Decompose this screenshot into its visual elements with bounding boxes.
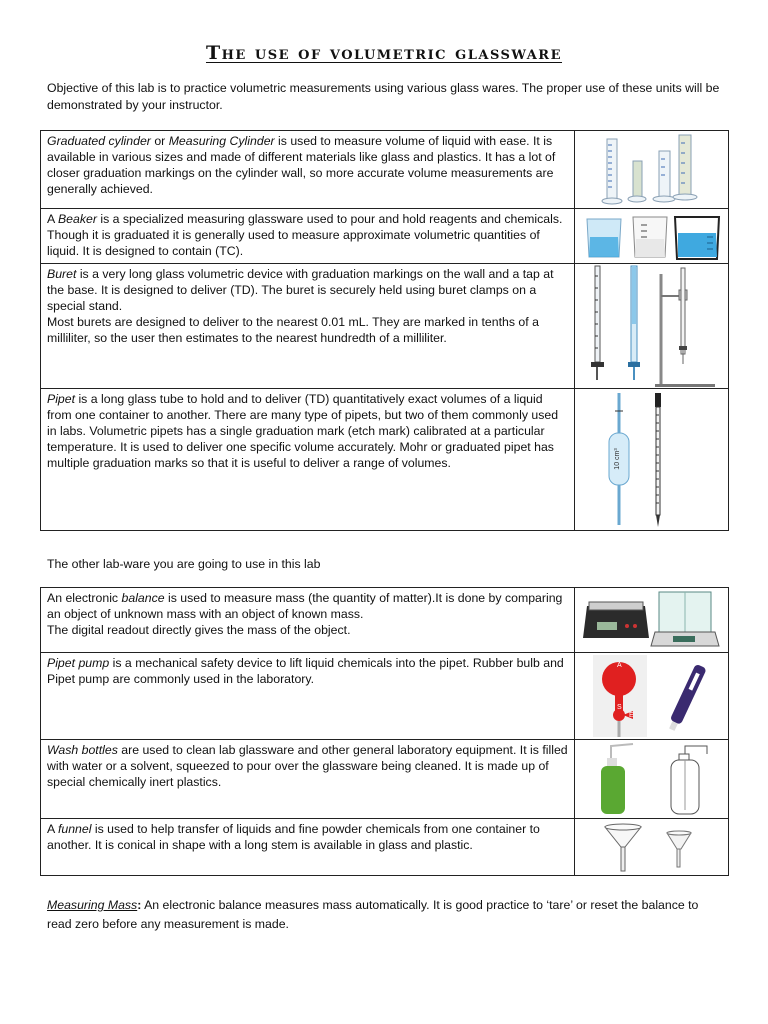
term-pipet: Pipet: [47, 392, 76, 406]
table-row-buret: [41, 264, 729, 389]
term-funnel: funnel: [57, 822, 92, 836]
graduated-cylinder-description: Graduated cylinder or Measuring Cylinder is used to measure volume of liquid with ease. It is available in various sizes and made of different materials like glass and plastics. It has a lot of closer graduation markings on the cylinder wall, so more accurate volume measurements are generally achieved.: [41, 131, 575, 209]
wash-bottles-image-cell: [575, 740, 729, 819]
measuring-mass-paragraph: Measuring Mass: An electronic balance measures mass automatically. It is good practice to ‘tare’ or reset the balance to read zero before any measurement is made.: [47, 898, 699, 931]
wash-bottles-image: [575, 740, 728, 818]
pipet-image-cell: [575, 389, 729, 531]
table-row-graduated-cylinder: [41, 131, 729, 209]
buret-description: Buret is a very long glass volumetric device with graduation markings on the wall and a tap at the base. It is designed to deliver (TD). The buret is securely held using buret clamps on a special stand. Most burets are designed to deliver to the nearest 0.01 mL. They are marked in tenths of a milliliter, so the user then estimates to the nearest hundredth of a milliliter.: [41, 264, 575, 389]
table-row-funnel: [41, 819, 729, 876]
term-measuring-cylinder: Measuring Cylinder: [168, 134, 275, 148]
beaker-image: [575, 209, 728, 263]
term-pipet-pump: Pipet pump: [47, 656, 110, 670]
graduated-cylinder-image-cell: [575, 131, 729, 209]
bulb-letter-e: E: [629, 712, 634, 719]
volumetric-pipet-label: 10 cm³: [614, 448, 621, 470]
table-row-wash-bottles: [41, 740, 729, 819]
pipet-pump-image: [575, 653, 728, 739]
pipet-image: [575, 389, 728, 530]
table-row-pipet-pump: [41, 653, 729, 740]
pipet-pump-description: Pipet pump is a mechanical safety device to lift liquid chemicals into the pipet. Rubber bulb and Pipet pump are commonly used in the laboratory.: [41, 653, 575, 740]
table-row-pipet: [41, 389, 729, 531]
buret-image: [575, 264, 728, 388]
glassware-table: [40, 130, 729, 531]
balance-image: [575, 588, 728, 652]
buret-precision-note: Most burets are designed to deliver to the nearest 0.01 mL. They are marked in tenths of a milliliter, so the user then estimates to the nearest hundredth of a milliliter.: [47, 315, 539, 345]
term-beaker: Beaker: [57, 212, 97, 226]
term-wash-bottles: Wash bottles: [47, 743, 118, 757]
table-row-beaker: [41, 209, 729, 264]
beaker-image-cell: [575, 209, 729, 264]
wash-bottles-description: Wash bottles are used to clean lab glassware and other general laboratory equipment. It is filled with water or a solvent, squeezed to pour over the glassware being cleaned. It is made up of special chemically inert plastics.: [41, 740, 575, 819]
balance-description: An electronic balance is used to measure mass (the quantity of matter).It is done by comparing an object of unknown mass with an object of known mass. The digital readout directly gives the mass of the object.: [41, 588, 575, 653]
pipet-pump-image-cell: [575, 653, 729, 740]
page-title: The use of volumetric glassware: [205, 42, 563, 64]
term-graduated-cylinder: Graduated cylinder: [47, 134, 151, 148]
funnel-image: [575, 819, 728, 875]
table-row-balance: [41, 588, 729, 653]
labware-table: [40, 587, 729, 876]
beaker-description: A Beaker is a specialized measuring glassware used to pour and hold reagents and chemicals. Though it is graduated it is generally used to measure approximate volumetric quantities of liquid. It is designed to contain (TC).: [41, 209, 575, 264]
term-buret: Buret: [47, 267, 77, 281]
bulb-letter-a: A: [617, 662, 622, 669]
pipet-description: Pipet is a long glass tube to hold and to deliver (TD) quantitatively exact volumes of a liquid from one container to another. There are many type of pipets, but two of them commonly used in labs. Volumetric pipets has a single graduation mark (etch mark) calibrated at a particular temperature. It is used to deliver one specific volume accurately. Mohr or graduated pipet has multiple graduation marks so that it is useful to deliver a range of volumes.: [41, 389, 575, 531]
funnel-description: A funnel is used to help transfer of liquids and fine powder chemicals from one container to another. It is conical in shape with a long stem is available in glass and plastic.: [41, 819, 575, 876]
bulb-letter-s: S: [617, 704, 622, 711]
other-labware-heading: The other lab-ware you are going to use in this lab: [47, 557, 321, 571]
balance-readout-note: The digital readout directly gives the mass of the object.: [47, 623, 351, 637]
objective-paragraph: Objective of this lab is to practice volumetric measurements using various glass wares. The proper use of these units will be demonstrated by your instructor.: [47, 81, 720, 112]
balance-image-cell: [575, 588, 729, 653]
term-balance: balance: [121, 591, 165, 605]
funnel-image-cell: [575, 819, 729, 876]
buret-image-cell: [575, 264, 729, 389]
term-measuring-mass: Measuring Mass: [47, 898, 138, 912]
graduated-cylinder-image: [575, 131, 728, 208]
